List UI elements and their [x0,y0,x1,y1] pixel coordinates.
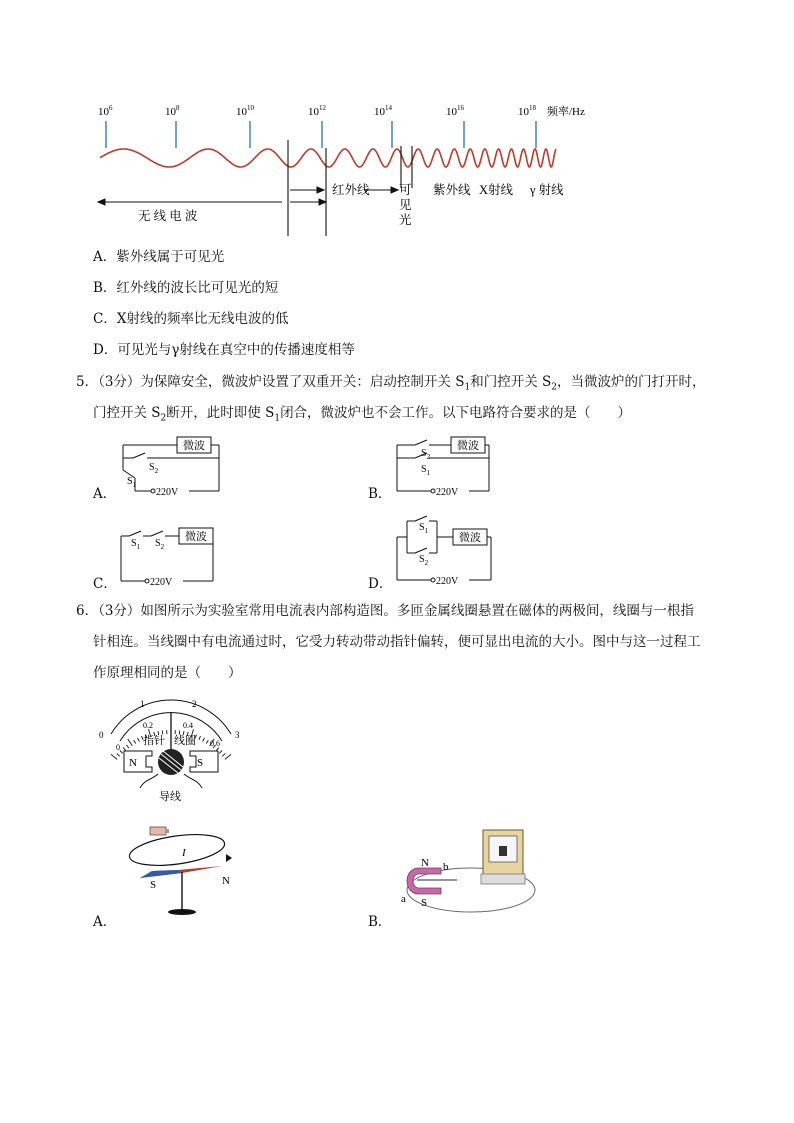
circuit-d-svg [385,512,525,592]
q6-stem-line3: 作原理相同的是（ ） [93,665,242,681]
meter-tick [111,754,117,759]
meter-tick [117,754,120,757]
meter-tick [222,754,225,757]
inner-tick-0: 0 [116,743,120,752]
switch-s2-label: $S_2$ [421,448,431,461]
freq-label: $10^{12}$ [308,104,326,118]
uv-label: 紫外线 [433,183,471,197]
option-letter: A． [93,249,117,265]
outer-tick-2: 2 [192,699,197,709]
circuit-b-option[interactable]: B． [368,486,392,502]
option-text: 可见光与γ射线在真空中的传播速度相等 [117,342,355,358]
freq-label: $10^8$ [165,104,180,118]
q4-option-c[interactable] [93,309,288,329]
figure-b-svg [395,826,540,918]
q6-stem-line2: 针相连。当线圈中有电流通过时，它受力转动带动指针偏转，便可显出电流的大小。图中与这一过程工 [93,634,701,650]
option-text: X射线的频率比无线电波的低 [116,311,289,327]
microwave-label: 微波 [183,440,205,452]
em-wave [100,149,556,167]
switch-s1-label: $S_1$ [131,538,141,551]
inner-tick-2: 0.4 [183,721,193,730]
meter-tick [199,736,201,740]
infrared-label: 红外线 [332,183,370,197]
option-letter: D． [93,342,118,358]
figure-a-svg [122,824,242,924]
freq-label: $10^{14}$ [374,104,392,118]
q6-stem-line1: 6．（3分）如图所示为实验室常用电流表内部构造图。多匝金属线圈悬置在磁体的两极间，线圈与一根指 [76,603,694,619]
switch-s2-label: $S_2$ [419,554,429,567]
horseshoe-magnet-icon [407,868,457,894]
q6-option-b[interactable]: B． [368,914,392,930]
outer-tick-0: 0 [99,730,104,740]
figure-a[interactable] [122,824,242,924]
meter-tick [138,738,140,742]
meter-tick [216,748,219,751]
circuit-d-option[interactable]: D． [368,576,393,592]
meter-tick [162,731,163,735]
magnet-s-label: S [197,757,204,769]
figure-b[interactable] [395,826,540,918]
q6-option-a[interactable]: A． [93,914,117,930]
freq-unit: 频率/Hz [547,106,585,118]
option-text: 红外线的波长比可见光的短 [116,280,279,296]
meter-tick [120,751,123,754]
visible-label-3: 光 [399,213,412,227]
compass-n-label: N [222,875,230,887]
switch-s1-label: $S_1$ [127,476,137,489]
wire-label: 导线 [159,791,181,803]
pointer-label: 指针 [143,735,165,747]
outer-tick-3: 3 [235,730,240,740]
switch-s2-label: $S_2$ [149,462,159,475]
meter-tick [123,748,126,751]
voltage-label: 220V [156,487,179,498]
xray-label: X射线 [479,183,514,197]
meter-tick [127,745,129,748]
circuit-b[interactable] [385,432,525,508]
magnet-s-label: S [421,897,428,909]
microwave-label: 微波 [457,440,479,452]
microwave-label: 微波 [185,531,207,543]
voltage-label: 220V [436,487,459,498]
switch-s2-label: $S_2$ [155,538,165,551]
circuit-b-svg [385,432,525,508]
switch-s1-label: $S_1$ [421,464,431,477]
wire-a-label: a [401,893,406,905]
meter-tick [225,754,231,759]
compass-s-label: S [150,879,157,891]
q5-stem-line2: 门控开关 $S_2$断开，此时即使 $S_1$闭合，微波炉也不会工作。以下电路符合要求的是（ ） [93,405,632,424]
meter-tick [206,740,208,743]
option-letter: C． [93,311,117,327]
magnet-n-label: N [129,757,137,769]
circuit-a-option[interactable]: A． [93,486,117,502]
q5-stem-line1: 5．（3分）为保障安全，微波炉设置了双重开关：启动控制开关 $S_1$和门控开关 $S_2$，当微波炉的门打开时， [76,374,706,393]
battery-icon [150,827,169,835]
meter-tick [219,751,222,754]
option-text: 紫外线属于可见光 [116,249,225,265]
radio-wave-label: 无 线 电 波 [138,209,198,223]
wire-b-label: b [443,861,449,873]
voltage-label: 220V [436,576,459,587]
gamma-label: γ 射线 [530,183,564,197]
current-label: I [182,847,186,859]
spectrum-svg [90,96,610,241]
voltage-label: 220V [150,577,173,588]
meter-tick [128,739,133,746]
microwave-label: 微波 [459,532,481,544]
inner-tick-3: 0.6 [210,739,220,748]
magnet-n-label: N [421,857,429,869]
ammeter-figure [96,694,246,804]
q4-option-d[interactable] [93,340,355,360]
visible-label-2: 见 [399,198,412,212]
q4-option-a[interactable] [93,247,224,267]
meter-tick [134,740,136,743]
coil-label: 线圈 [174,735,196,747]
spectrum-figure [90,96,610,241]
freq-label: $10^6$ [98,104,113,118]
circuit-c-option[interactable]: C． [93,576,117,592]
galvanometer-icon [481,830,525,884]
q4-option-b[interactable] [93,278,278,298]
option-letter: B． [93,280,117,296]
inner-tick-1: 0.2 [143,721,153,730]
freq-label: $10^{18}$ [518,104,536,118]
circuit-d[interactable] [385,512,525,592]
ammeter-svg [96,694,246,804]
freq-label: $10^{10}$ [236,104,254,118]
visible-label-1: 可 [399,183,412,197]
freq-label: $10^{16}$ [446,104,464,118]
outer-tick-1: 1 [140,699,145,709]
meter-tick [203,738,205,742]
meter-tick [179,731,180,735]
switch-s1-label: $S_1$ [419,522,429,535]
